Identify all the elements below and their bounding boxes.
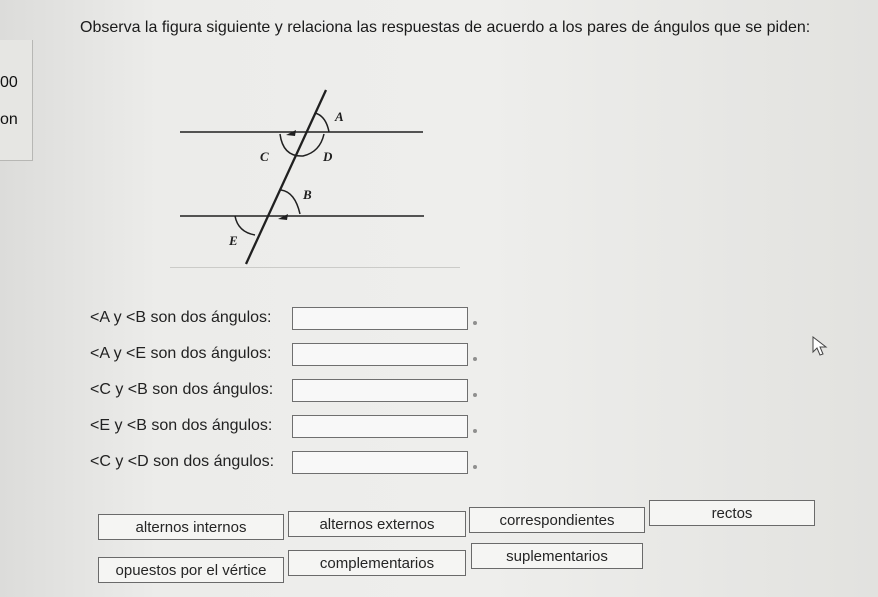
question-row-1 xyxy=(90,306,477,330)
angle-e-arc xyxy=(235,216,255,235)
question-label-4: <E y <B son dos ángulos: xyxy=(90,417,273,434)
question-label-1: <A y <B son dos ángulos: xyxy=(90,309,272,326)
instruction-text: Observa la figura siguiente y relaciona las respuestas de acuerdo a los pares de ángulos que se piden: xyxy=(80,19,811,36)
figure-separator xyxy=(170,267,460,268)
angle-c-d-arc xyxy=(280,134,324,156)
answer-marker-3 xyxy=(473,393,477,397)
bottom-arrowhead xyxy=(278,214,288,220)
option-alternos-internos[interactable]: alternos internos xyxy=(98,514,284,540)
angle-diagram xyxy=(170,82,460,272)
question-row-3 xyxy=(90,378,477,402)
option-correspondientes[interactable]: correspondientes xyxy=(469,507,645,533)
answer-drop-box-3[interactable] xyxy=(292,379,468,402)
answer-marker-5 xyxy=(473,465,477,469)
label-c: C xyxy=(260,149,269,164)
question-row-4 xyxy=(90,414,477,438)
option-opuestos-por-el-vertice[interactable]: opuestos por el vértice xyxy=(98,557,284,583)
question-row-2 xyxy=(90,342,477,366)
option-suplementarios[interactable]: suplementarios xyxy=(471,543,643,569)
option-complementarios[interactable]: complementarios xyxy=(288,550,466,576)
left-edge-text-top: 00 xyxy=(0,74,18,91)
question-label-2: <A y <E son dos ángulos: xyxy=(90,345,272,362)
transversal-line xyxy=(246,90,326,264)
question-label-3: <C y <B son dos ángulos: xyxy=(90,381,274,398)
angle-a-arc xyxy=(315,113,329,132)
answer-drop-box-1[interactable] xyxy=(292,307,468,330)
label-a: A xyxy=(335,109,344,124)
angle-figure xyxy=(170,82,460,272)
answer-drop-box-2[interactable] xyxy=(292,343,468,366)
answer-marker-4 xyxy=(473,429,477,433)
left-edge-text-bottom: on xyxy=(0,111,18,128)
label-b: B xyxy=(303,187,312,202)
label-d: D xyxy=(323,149,333,164)
answer-marker-2 xyxy=(473,357,477,361)
answer-drop-box-4[interactable] xyxy=(292,415,468,438)
answer-marker-1 xyxy=(473,321,477,325)
left-panel-edge xyxy=(0,40,33,161)
angle-b-arc xyxy=(281,190,300,214)
option-alternos-externos[interactable]: alternos externos xyxy=(288,511,466,537)
answer-drop-box-5[interactable] xyxy=(292,451,468,474)
mouse-pointer-icon xyxy=(812,336,828,356)
question-label-5: <C y <D son dos ángulos: xyxy=(90,453,275,470)
option-rectos[interactable]: rectos xyxy=(649,500,815,526)
answer-options-bank xyxy=(98,500,818,582)
top-arrowhead xyxy=(286,130,296,136)
question-row-5 xyxy=(90,450,477,474)
label-e: E xyxy=(229,233,238,248)
